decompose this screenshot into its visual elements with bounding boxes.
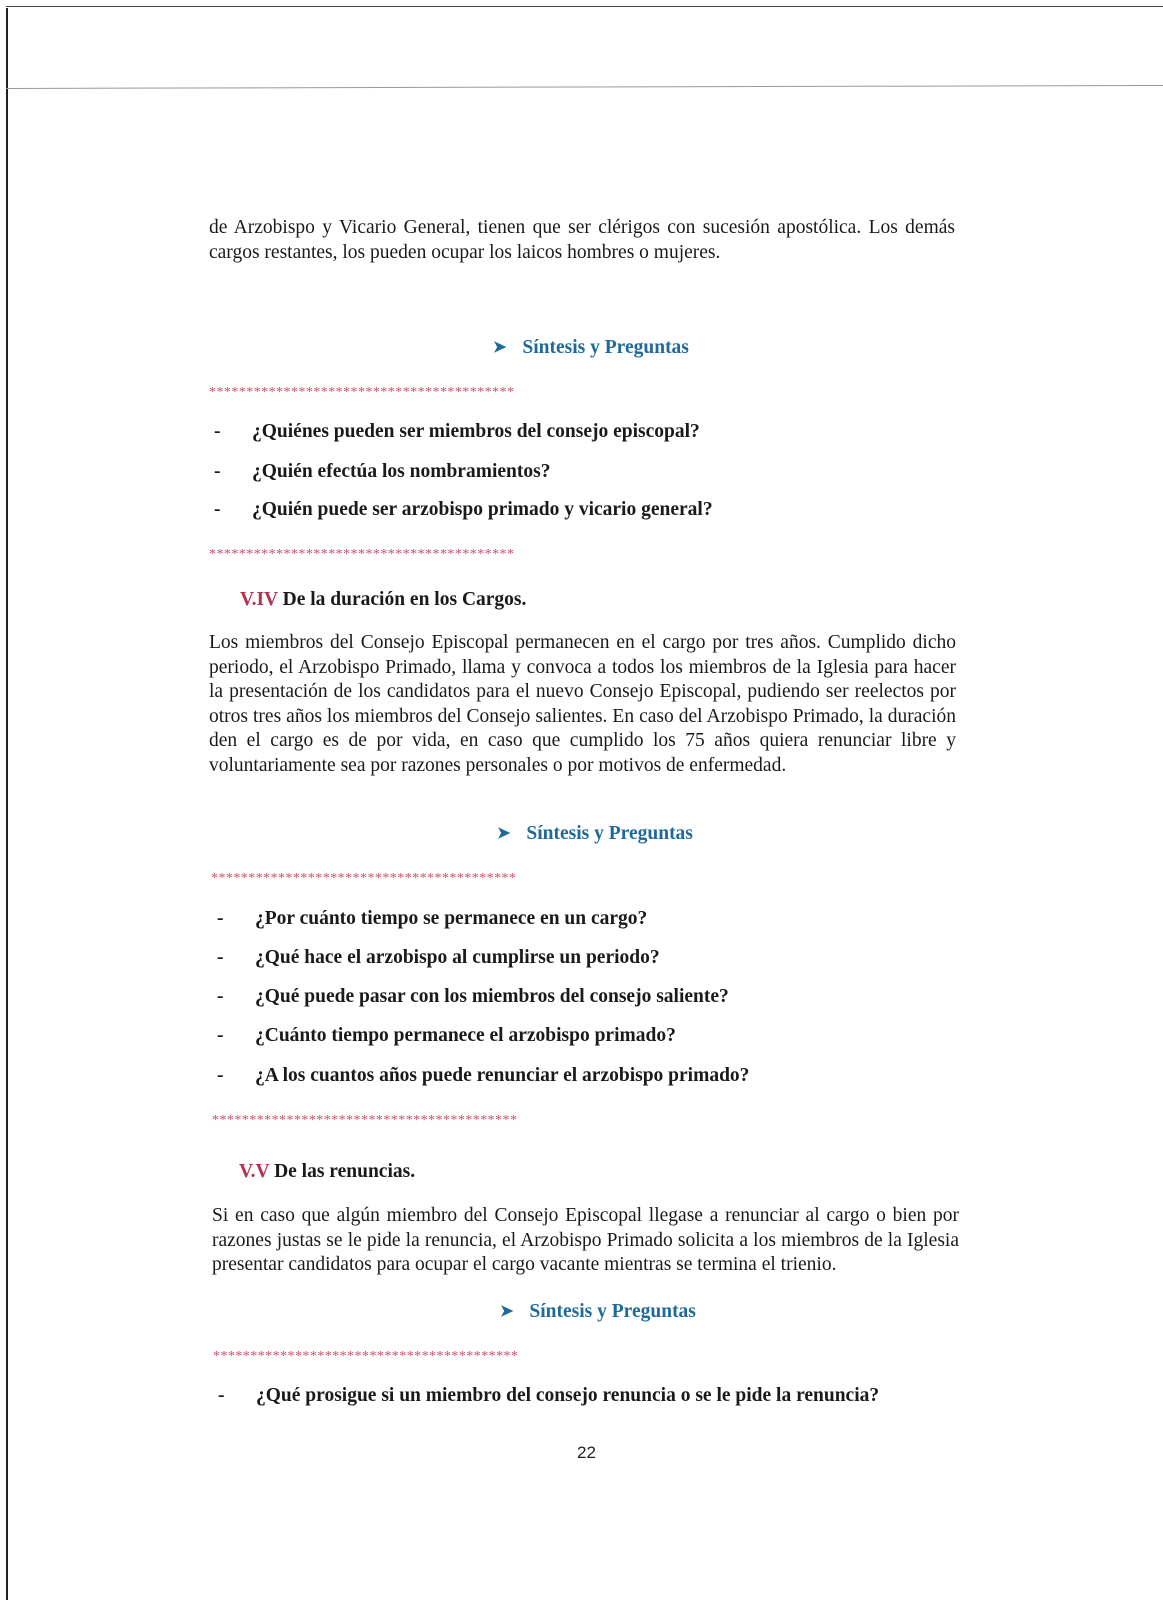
- synthesis-label: Síntesis y Preguntas: [529, 1301, 696, 1322]
- star-divider: *****************************************: [209, 547, 515, 562]
- arrow-bullet-icon: ➤: [493, 339, 507, 356]
- star-divider: *****************************************: [213, 1349, 519, 1364]
- arrow-bullet-icon: ➤: [497, 825, 511, 842]
- question-item: - ¿Quién puede ser arzobispo primado y vicario general?: [214, 499, 713, 520]
- question-item: - ¿Quién efectúa los nombramientos?: [214, 461, 551, 482]
- intro-paragraph: de Arzobispo y Vicario General, tienen que ser clérigos con sucesión apostólica. Los demás cargos restantes, los pueden ocupar los laicos hombres o mujeres.: [209, 217, 955, 263]
- synthesis-heading-2: [497, 823, 693, 845]
- section-heading-v-v: V.V De las renuncias.: [239, 1161, 416, 1182]
- question-item: - ¿A los cuantos años puede renunciar el arzobispo primado?: [217, 1065, 750, 1086]
- synthesis-heading-3: [500, 1301, 696, 1323]
- question-item: - ¿Cuánto tiempo permanece el arzobispo primado?: [217, 1025, 676, 1046]
- page-number: 22: [577, 1443, 596, 1462]
- question-item: - ¿Por cuánto tiempo se permanece en un cargo?: [217, 908, 648, 929]
- arrow-bullet-icon: ➤: [500, 1303, 514, 1320]
- star-divider: *****************************************: [209, 385, 515, 400]
- question-item: - ¿Qué hace el arzobispo al cumplirse un periodo?: [217, 947, 660, 968]
- section-v-iv-paragraph: Los miembros del Consejo Episcopal permanecen en el cargo por tres años. Cumplido dicho periodo, el Arzobispo Primado, llama y convoca a todos los miembros de la Iglesia para hacer la presentación de los candidatos para el nuevo Consejo Episcopal, pudiendo ser reelectos por otros tres años los miembros del Consejo salientes. En caso del Arzobispo Primado, la duración den el cargo es de por vida, en caso que cumplido los 75 años quiera renunciar libre y voluntariamente sea por razones personales o por motivos de enfermedad.: [209, 632, 956, 776]
- synthesis-label: Síntesis y Preguntas: [522, 337, 689, 358]
- question-item: - ¿Qué puede pasar con los miembros del consejo saliente?: [217, 986, 729, 1007]
- synthesis-label: Síntesis y Preguntas: [526, 823, 693, 844]
- section-heading-v-iv: V.IV De la duración en los Cargos.: [240, 589, 527, 610]
- question-item: - ¿Quiénes pueden ser miembros del consejo episcopal?: [214, 421, 700, 442]
- star-divider: *****************************************: [211, 871, 517, 886]
- synthesis-heading-1: [493, 337, 689, 359]
- section-v-v-paragraph: Si en caso que algún miembro del Consejo Episcopal llegase a renunciar al cargo o bien por razones justas se le pide la renuncia, el Arzobispo Primado solicita a los miembros de la Iglesia presentar candidatos para ocupar el cargo vacante mientras se termina el trienio.: [212, 1205, 959, 1275]
- star-divider: *****************************************: [212, 1113, 518, 1128]
- question-item: - ¿Qué prosigue si un miembro del consejo renuncia o se le pide la renuncia?: [218, 1385, 880, 1406]
